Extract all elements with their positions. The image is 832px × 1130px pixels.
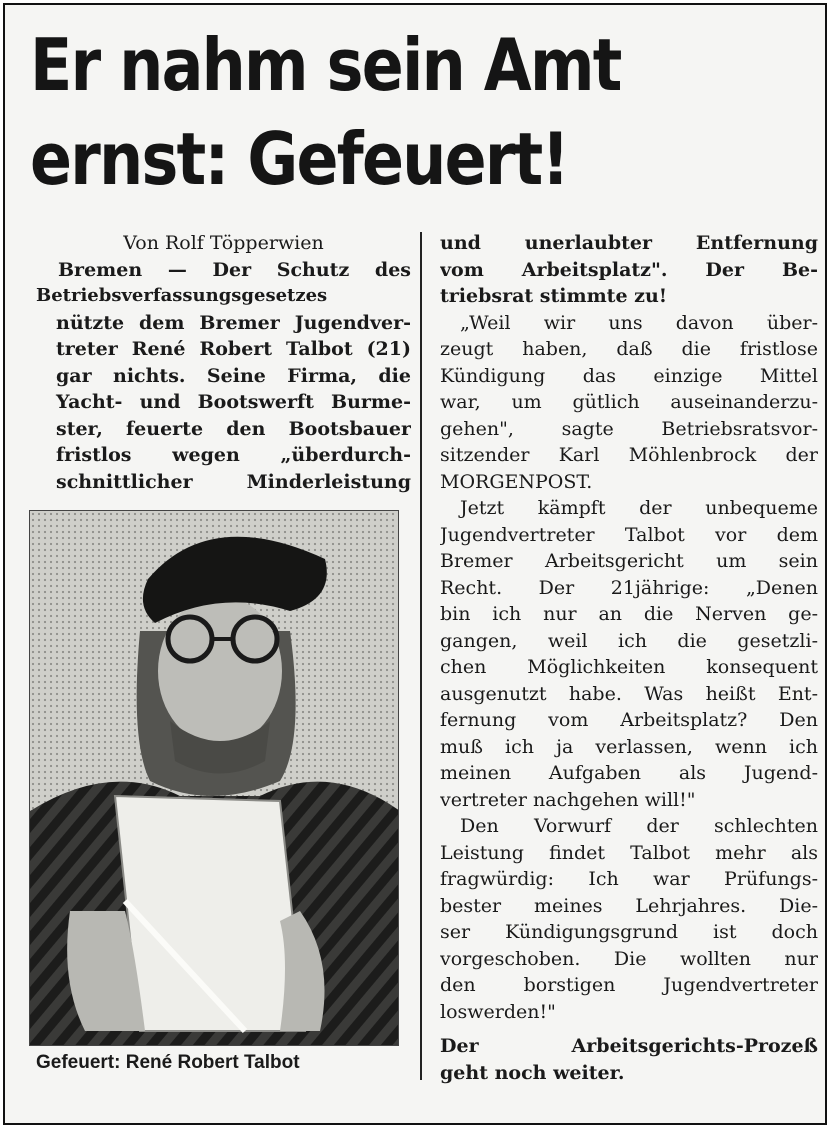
right-column [440,230,818,1086]
article-line: den borstigen Jugendvertreter [440,974,818,996]
article-line: war, um gütlich auseinanderzu- [440,391,818,413]
article-line: triebsrat stimmte zu! [440,285,668,307]
article-line: fristlos wegen „überdurch- [56,444,411,466]
article-line: Jugendvertreter Talbot vor dem [440,523,818,546]
article-line: gar nichts. Seine Firma, die [56,364,411,387]
byline: Von Rolf Töpperwien [123,232,324,254]
article-line: Kündigung das einzige Mittel [440,364,818,387]
article-line: und unerlaubter Entfernung [440,232,818,254]
left-column [36,230,411,495]
article-line: Den Vorwurf der schlechten [460,815,818,837]
article-line: Recht. Der 21jährige: „Denen [440,576,818,599]
article-line: Bremer Arbeitsgericht um sein [440,550,818,572]
article-line: vertreter nachgehen will!" [440,788,696,811]
article-line: geht noch weiter. [440,1061,625,1084]
article-line: fragwürdig: Ich war Prüfungs- [440,868,818,890]
article-line: gangen, weil ich die gesetzli- [440,629,818,652]
paragraph-gap [440,1025,818,1033]
portrait-photo [29,510,399,1046]
article-line: MORGENPOST. [440,470,593,493]
article-line: Jetzt kämpft der unbequeme [460,497,818,519]
portrait-illustration [30,511,399,1046]
column-divider [420,232,422,1080]
article-line: fernung vom Arbeitsplatz? Den [440,709,818,731]
article-line: treter René Robert Talbot (21) [56,338,411,360]
article-line: loswerden!" [440,1000,556,1023]
article-line: muß ich ja verlassen, wenn ich [440,735,818,758]
article-line: schnittlicher Minderleistung [56,470,411,493]
article-line: Leistung findet Talbot mehr als [440,841,818,864]
article-line: Betriebsverfassungsgesetzes [36,285,328,306]
article-line: Der Arbeitsgerichts-Prozeß [440,1035,818,1057]
article-line: ausgenutzt habe. Was heißt Ent- [440,682,818,705]
article-line: Yacht- und Bootswerft Burme- [56,391,411,413]
article-line: sitzender Karl Möhlenbrock der [440,444,818,466]
headline-line-1: Er nahm sein Amt [30,23,621,107]
article-line: vom Arbeitsplatz". Der Be- [440,258,818,281]
article-line: meinen Aufgaben als Jugend- [440,762,818,784]
article-line: bin ich nur an die Nerven ge- [440,603,818,625]
article-line: bester meines Lehrjahres. Die- [440,894,818,917]
article-line: ser Kündigungsgrund ist doch [440,921,818,943]
article-line: chen Möglichkeiten konsequent [440,656,818,678]
photo-caption: Gefeuert: René Robert Talbot [36,1052,300,1073]
headline [30,18,701,206]
article-line: Bremen — Der Schutz des [58,258,411,281]
article-line: ster, feuerte den Bootsbauer [56,417,411,440]
article-line: vorgeschoben. Die wollten nur [440,947,818,970]
article-line: nützte dem Bremer Jugendver- [56,311,411,334]
article-line: „Weil wir uns davon über- [460,311,818,334]
headline-line-2: ernst: Gefeuert! [30,117,569,201]
article-line: zeugt haben, daß die fristlose [440,338,818,360]
article-line: gehen", sagte Betriebsratsvor- [440,417,818,440]
